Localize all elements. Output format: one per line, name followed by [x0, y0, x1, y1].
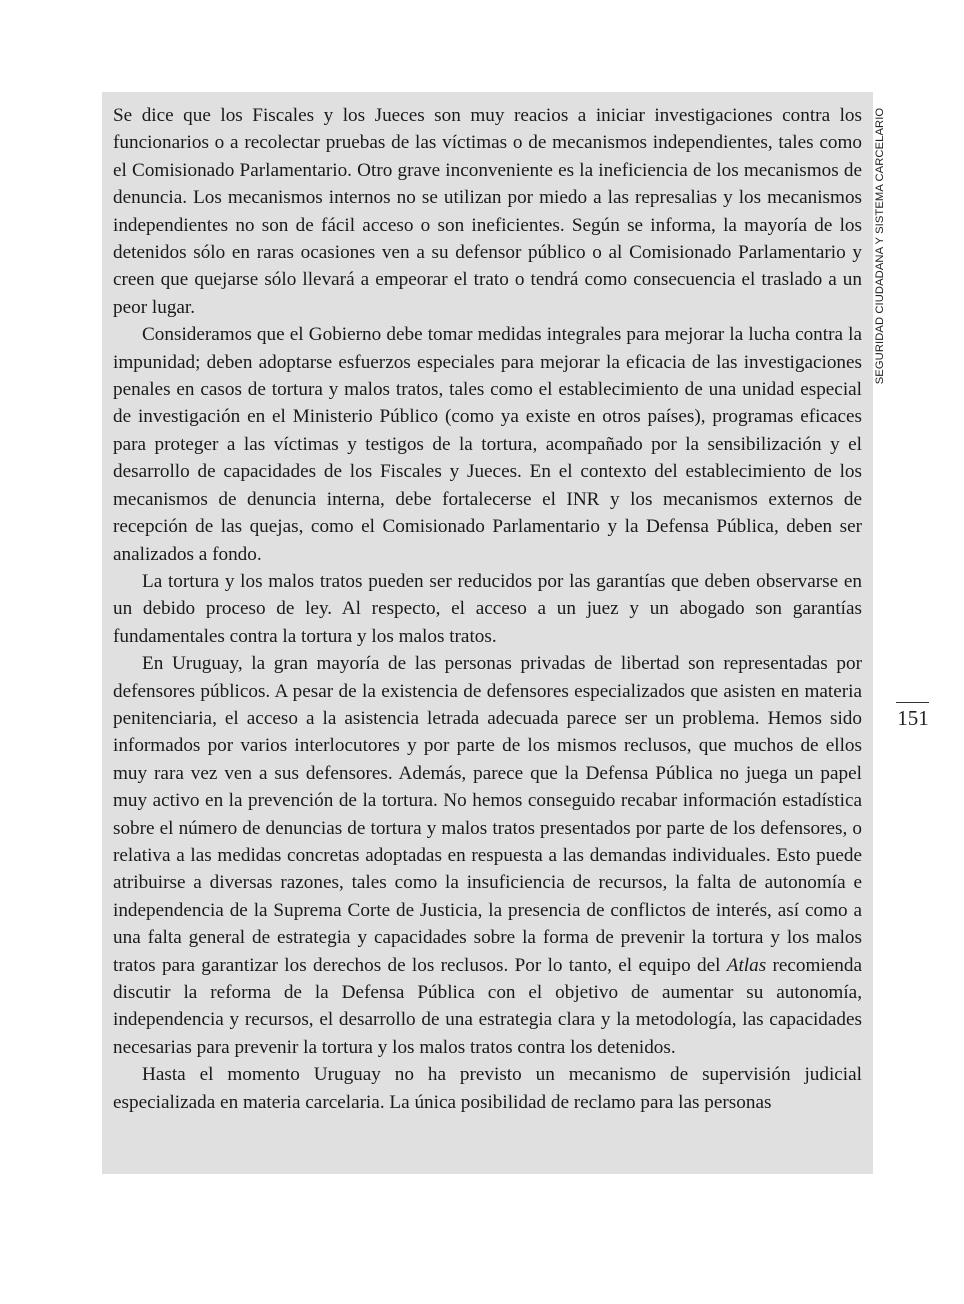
page-number-rule — [896, 702, 929, 703]
page-number: 151 — [897, 706, 929, 730]
paragraph-4-text-after: recomienda discutir la reforma de la Defensa Pública con el objetivo de aumentar su autonomía, independencia y recursos, el desarrollo de una estrategia clara y la metodología, las capacidades necesarias para prevenir la tortura y los malos tratos contra los detenidos. — [113, 954, 862, 1058]
body-text-box — [102, 92, 873, 1174]
paragraph-4 — [113, 650, 862, 1061]
paragraph-1: Se dice que los Fiscales y los Jueces son muy reacios a iniciar investigaciones contra los funcionarios o a recolectar pruebas de las víctimas o de mecanismos independientes, tales como el Comisionado Parlamentario. Otro grave inconveniente es la ineficiencia de los mecanismos de denuncia. Los mecanismos internos no se utilizan por miedo a las represalias y los mecanismos independientes no son de fácil acceso o son ineficientes. Según se informa, la mayoría de los detenidos sólo en raras ocasiones ven a su defensor público o al Comisionado Parlamentario y creen que quejarse sólo llevará a empeorar el trato o tendrá como consecuencia el traslado a un peor lugar. — [113, 105, 862, 318]
paragraph-5: Hasta el momento Uruguay no ha previsto un mecanismo de supervisión judicial especializada en materia carcelaria. La única posibilidad de reclamo para las personas — [113, 1064, 862, 1113]
running-header: SEGURIDAD CIUDADANA Y SISTEMA CARCELARIO — [874, 107, 886, 385]
paragraph-3: La tortura y los malos tratos pueden ser reducidos por las garantías que deben observarse en un debido proceso de ley. Al respecto, el acceso a un juez y un abogado son garantías fundamentales contra la tortura y los malos tratos. — [113, 570, 862, 647]
paragraph-2: Consideramos que el Gobierno debe tomar medidas integrales para mejorar la lucha contra la impunidad; deben adoptarse esfuerzos especiales para mejorar la eficacia de las investigaciones penales en casos de tortura y malos tratos, tales como el establecimiento de una unidad especial de investigación en el Ministerio Público (como ya existe en otros países), programas eficaces para proteger a las víctimas y testigos de la tortura, acompañado por la sensibilización y el desarrollo de capacidades de los Fiscales y Jueces. En el contexto del establecimiento de los mecanismos de denuncia interna, debe fortalecerse el INR y los mecanismos externos de recepción de las quejas, como el Comisionado Parlamentario y la Defensa Pública, deben ser analizados a fondo. — [113, 324, 862, 565]
paragraph-4-text-before: En Uruguay, la gran mayoría de las personas privadas de libertad son representadas por defensores públicos. A pesar de la existencia de defensores especializados que asisten en materia penitenciaria, el acceso a la asistencia letrada adecuada parece ser un problema. Hemos sido informados por varios interlocutores y por parte de los mismos reclusos, que muchos de ellos muy rara vez ven a sus defensores. Además, parece que la Defensa Pública no juega un papel muy activo en la prevención de la tortura. No hemos conseguido recabar información estadística sobre el número de denuncias de tortura y malos tratos presentados por parte de los defensores, o relativa a las medidas concretas adoptadas en respuesta a las demandas individuales. Esto puede atribuirse a diversas razones, tales como la insuficiencia de recursos, la falta de autonomía e independencia de la Suprema Corte de Justicia, la presencia de conflictos de interés, así como a una falta general de estrategia y capacidades sobre la forma de prevenir la tortura y los malos tratos para garantizar los derechos de los reclusos. Por lo tanto, el equipo del — [113, 653, 862, 976]
atlas-italic-term: Atlas — [726, 954, 767, 976]
